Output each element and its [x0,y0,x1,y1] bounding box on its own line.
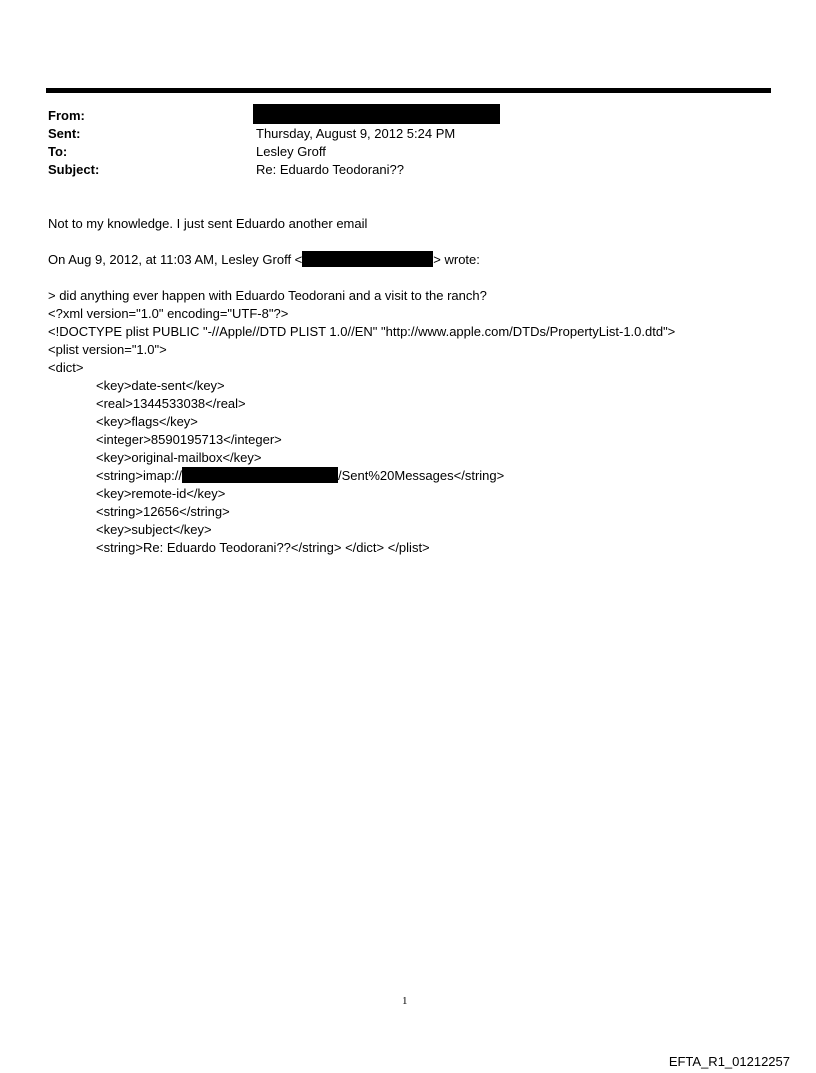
plist-line: <string>12656</string> [96,504,230,519]
dict-open: <dict> [48,360,84,375]
mailbox-redaction [182,467,338,483]
from-redaction [253,104,500,124]
from-label: From: [48,108,85,123]
plist-line: <key>subject</key> [96,522,212,537]
plist-line: <key>remote-id</key> [96,486,226,501]
xml-declaration: <?xml version="1.0" encoding="UTF-8"?> [48,306,289,321]
imap-pre: <string>imap:// [96,468,182,483]
to-label: To: [48,144,68,159]
quote-intro-post: > wrote: [433,252,480,267]
plist-line: <key>original-mailbox</key> [96,450,262,465]
quoted-line: > did anything ever happen with Eduardo Teodorani and a visit to the ranch? [48,288,487,303]
header-rule [46,88,771,93]
bates-number: EFTA_R1_01212257 [668,1054,790,1069]
imap-post: /Sent%20Messages</string> [338,468,505,483]
to-value: Lesley Groff [256,144,326,159]
plist-open: <plist version="1.0"> [48,342,167,357]
quote-intro [48,251,480,269]
imap-line [96,467,504,485]
reply-text: Not to my knowledge. I just sent Eduardo another email [48,216,368,231]
sent-label: Sent: [48,126,81,141]
plist-line: <key>date-sent</key> [96,378,225,393]
quote-intro-pre: On Aug 9, 2012, at 11:03 AM, Lesley Groff < [48,252,303,267]
plist-line: <key>flags</key> [96,414,198,429]
plist-line: <real>1344533038</real> [96,396,246,411]
subject-label: Subject: [48,162,100,177]
sent-value: Thursday, August 9, 2012 5:24 PM [256,126,456,141]
page-number: 1 [402,995,408,1007]
doctype-line: <!DOCTYPE plist PUBLIC "-//Apple//DTD PLIST 1.0//EN" "http://www.apple.com/DTDs/PropertyList-1.0.dtd"> [48,324,676,339]
subject-value: Re: Eduardo Teodorani?? [256,162,404,177]
plist-line: <integer>8590195713</integer> [96,432,282,447]
email-redaction [302,251,433,267]
plist-line: <string>Re: Eduardo Teodorani??</string> </dict> </plist> [96,540,430,555]
